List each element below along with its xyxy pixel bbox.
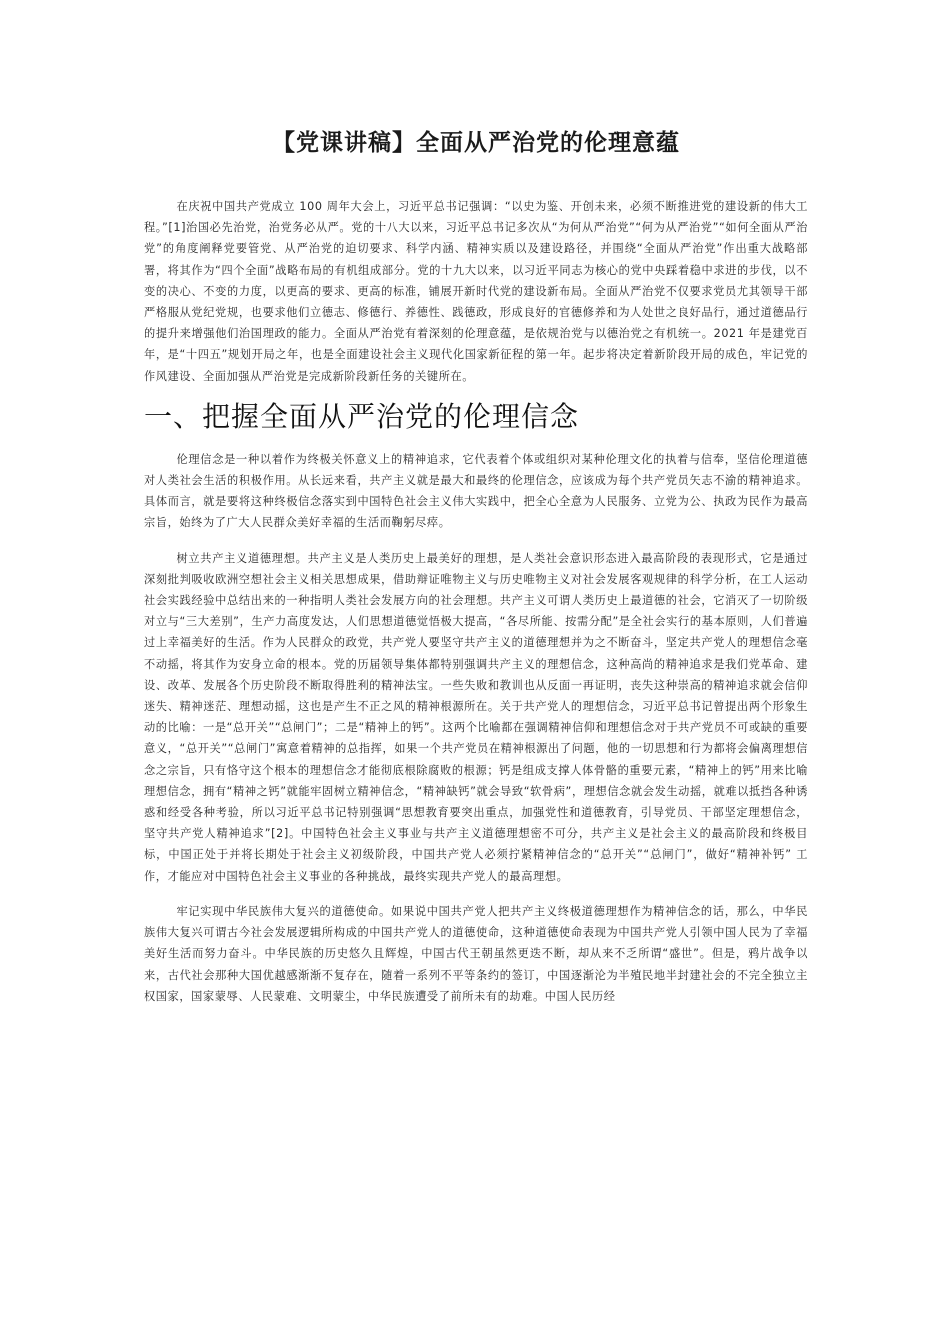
section-paragraph-2: 树立共产主义道德理想。共产主义是人类历史上最美好的理想，是人类社会意识形态进入最高阶段的表现形式，它是通过深刻批判吸收欧洲空想社会主义相关思想成果，借助辩证唯物主义与历史唯物主义对社会发展客观规律的科学分析，在工人运动社会实践经验中总结出来的一种指明人类社会发展方向的社会理想。共产主义可谓人类历史上最道德的社会，它消灭了一切阶级对立与“三大差别”，生产力高度发达，人们思想道德觉悟极大提高，“各尽所能、按需分配”是全社会实行的基本原则，人们普遍过上幸福美好的生活。作为人民群众的政党，共产党人要坚守共产主义的道德理想并为之不断奋斗，坚定共产党人的理想信念毫不动摇，将其作为安身立命的根本。党的历届领导集体都特别强调共产主义的理想信念，这种高尚的精神追求是我们党革命、建设、改革、发展各个历史阶段不断取得胜利的精神法宝。一些失败和教训也从反面一再证明，丧失这种崇高的精神追求就会信仰迷失、精神迷茫、理想动摇，这也是产生不正之风的精神根源所在。关于共产党人的理想信念，习近平总书记曾提出两个形象生动的比喻：一是“总开关”“总闸门”；二是“精神上的钙”。这两个比喻都在强调精神信仰和理想信念对于共产党员不可或缺的重要意义，“总开关”“总闸门”寓意着精神的总指挥，如果一个共产党员在精神根源出了问题，他的一切思想和行为都将会偏离理想信念之宗旨，只有恪守这个根本的理想信念才能彻底根除腐败的根源；钙是组成支撑人体骨骼的重要元素，“精神上的钙”用来比喻理想信念，拥有“精神之钙”就能牢固树立精神信念，“精神缺钙”就会导致“软骨病”，理想信念就会发生动摇，就难以抵挡各种诱惑和经受各种考验，所以习近平总书记特别强调“思想教育要突出重点，加强党性和道德教育，引导党员、干部坚定理想信念，坚守共产党人精神追求”[2]。中国特色社会主义事业与共产主义道德理想密不可分，共产主义是社会主义的最高阶段和终极目标，中国正处于并将长期处于社会主义初级阶段，中国共产党人必须拧紧精神信念的“总开关”“总闸门”，做好“精神补钙” 工作，才能应对中国特色社会主义事业的各种挑战，最终实现共产党人的最高理想。 [144, 551, 808, 883]
document-title: 【党课讲稿】全面从严治党的伦理意蕴 [272, 130, 680, 156]
intro-paragraph: 在庆祝中国共产党成立 100 周年大会上，习近平总书记强调：“以史为鉴、开创未来，必须不断推进党的建设新的伟大工程。”[1]治国必先治党，治党务必从严。党的十八大以来，习近平总书记多次从“为何从严治党”“何为从严治党”“如何全面从严治党”的角度阐释党要管党、从严治党的迫切要求、科学内涵、精神实质以及建设路径，并围绕“全面从严治党”作出重大战略部署，将其作为“四个全面”战略布局的有机组成部分。党的十九大以来，以习近平同志为核心的党中央踩着稳中求进的步伐，以不变的决心、不变的力度，以更高的要求、更高的标准，铺展开新时代党的建设新布局。全面从严治党不仅要求党员尤其领导干部严格服从党纪党规，也要求他们立德志、修德行、养德性、践德政，形成良好的官德修养和为人处世之良好品行，通过道德品行的提升来增强他们治国理政的能力。全面从严治党有着深刻的伦理意蕴，是依规治党与以德治党之有机统一。2021 年是建党百年，是“十四五”规划开局之年，也是全面建设社会主义现代化国家新征程的第一年。起步将决定着新阶段开局的成色，牢记党的作风建设、全面加强从严治党是完成新阶段新任务的关键所在。 [144, 200, 808, 383]
section-heading: 一、把握全面从严治党的伦理信念 [144, 399, 580, 433]
section-paragraph-1: 伦理信念是一种以着作为终极关怀意义上的精神追求，它代表着个体或组织对某种伦理文化的执着与信奉，坚信伦理道德对人类社会生活的积极作用。从长远来看，共产主义就是最大和最终的伦理信念，应该成为每个共产党员矢志不渝的精神追求。具体而言，就是要将这种终极信念落实到中国特色社会主义伟大实践中，把全心全意为人民服务、立党为公、执政为民作为最高宗旨，始终为了广大人民群众美好幸福的生活而鞠躬尽瘁。 [144, 452, 808, 530]
document-page [144, 126, 808, 1007]
section-paragraph-3: 牢记实现中华民族伟大复兴的道德使命。如果说中国共产党人把共产主义终极道德理想作为精神信念的话，那么，中华民族伟大复兴可谓古今社会发展逻辑所构成的中国共产党人的道德使命，这种道德使命表现为中国共产党人引领中国人民为了幸福美好生活而努力奋斗。中华民族的历史悠久且辉煌，中国古代王朝虽然更迭不断，却从来不乏所谓“盛世”。但是，鸦片战争以来，古代社会那种大国优越感渐渐不复存在，随着一系列不平等条约的签订，中国逐渐沦为半殖民地半封建社会的不完全独立主权国家，国家蒙辱、人民蒙难、文明蒙尘，中华民族遭受了前所未有的劫难。中国人民历经 [144, 904, 808, 1003]
